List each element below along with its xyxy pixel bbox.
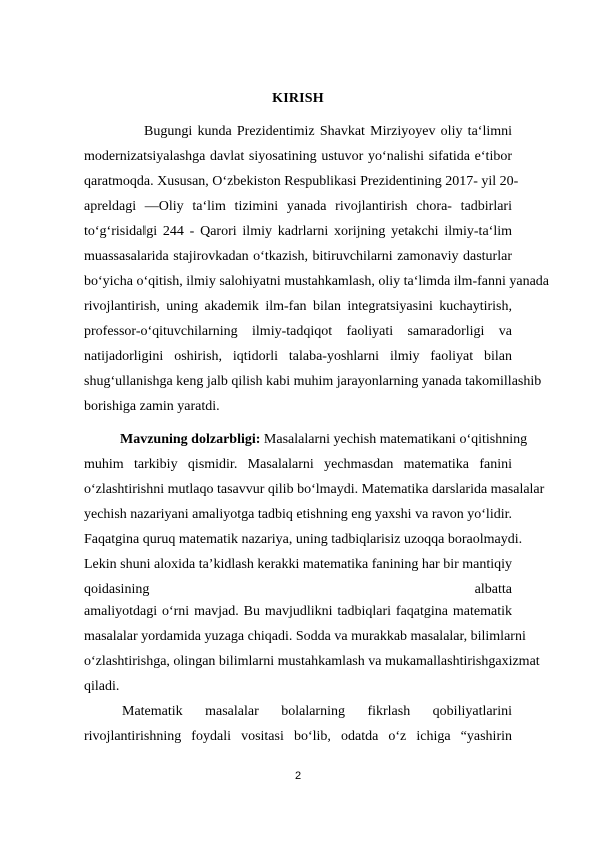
paragraph-1-line-2: modernizatsiyalashga davlat siyosatining ustuvor yo‘nalishi sifatida e‘tibor (84, 149, 512, 164)
paragraph-2-line-1 (120, 432, 528, 448)
paragraph-2-line-5: Faqatgina quruq matematik nazariya, uning tadbiqlarisiz uzoqqa boraolmaydi. (84, 532, 523, 547)
paragraph-3-line-1: Matematik masalalar bolalarning fikrlash qobiliyatlarini (122, 704, 512, 719)
paragraph-2-line-4: yechish nazariyani amaliyotga tadbiq etishning eng yaxshi va ravon yo‘lidir. (84, 507, 512, 522)
paragraph-2-line-9: masalalar yordamida yuzaga chiqadi. Sodda va murakkab masalalar, bilimlarni (84, 629, 526, 644)
paragraph-2-line-1-text: Masalalarni yechish matematikani o‘qitishning (260, 432, 528, 447)
paragraph-1-line-12: borishiga zamin yaratdi. (84, 399, 220, 414)
paragraph-2-line-11: qiladi. (84, 679, 120, 694)
paragraph-1-line-9: professor-o‘qituvchilarning ilmiy-tadqiqot faoliyati samaradorligi va (84, 324, 512, 339)
page-number: 2 (294, 770, 302, 782)
paragraph-1-line-5: to‘g‘risida‖gi 244 - Qarori ilmiy kadrlarni xorijning yetakchi ilmiy-ta‘lim (84, 224, 512, 239)
paragraph-2-line-3: o‘zlashtirishni mutlaqo tasavvur qilib bo‘lmaydi. Matematika darslarida masalalar (84, 482, 545, 497)
paragraph-2-line-6: Lekin shuni aloxida ta’kidlash kerakki matematika fanining har bir mantiqiy (84, 557, 513, 572)
paragraph-1-line-11: shug‘ullanishga keng jalb qilish kabi muhim jarayonlarning yanada takomillashib (84, 374, 542, 389)
paragraph-3-line-2: rivojlantirishning foydali vositasi bo‘lib, odatda o‘z ichiga “yashirin (84, 729, 512, 744)
paragraph-1-line-4: apreldagi ―Oliy ta‘lim tizimini yanada rivojlantirish chora- tadbirlari (84, 199, 512, 214)
section-heading: KIRISH (272, 91, 324, 106)
paragraph-2-line-10: o‘zlashtirishga, olingan bilimlarni mustahkamlash va mukamallashtirishgaxizmat (84, 654, 540, 669)
paragraph-2-line-7: qoidasining albatta (84, 582, 512, 597)
paragraph-2-line-2: muhim tarkibiy qismidir. Masalalarni yechmasdan matematika fanini (84, 457, 512, 472)
relevance-label: Mavzuning dolzarbligi: (120, 432, 261, 447)
paragraph-2-line-8: amaliyotdagi o‘rni mavjad. Bu mavjudlikni tadbiqlari faqatgina matematik (84, 604, 512, 619)
paragraph-1-line-6: muassasalarida stajirovkadan o‘tkazish, bitiruvchilarni zamonaviy dasturlar (84, 249, 512, 264)
paragraph-1-line-1: Bugungi kunda Prezidentimiz Shavkat Mirziyoyev oliy ta‘limni (144, 124, 512, 139)
paragraph-1-line-10: natijadorligini oshirish, iqtidorli talaba-yoshlarni ilmiy faoliyat bilan (84, 349, 512, 364)
paragraph-1-line-8: rivojlantirish, uning akademik ilm-fan bilan integratsiyasini kuchaytirish, (84, 299, 512, 314)
paragraph-1-line-3: qaratmoqda. Xususan, O‘zbekiston Respublikasi Prezidentining 2017- yil 20- (84, 174, 519, 189)
paragraph-1-line-7: bo‘yicha o‘qitish, ilmiy salohiyatni mustahkamlash, oliy ta‘limda ilm-fanni yanada (84, 274, 550, 289)
